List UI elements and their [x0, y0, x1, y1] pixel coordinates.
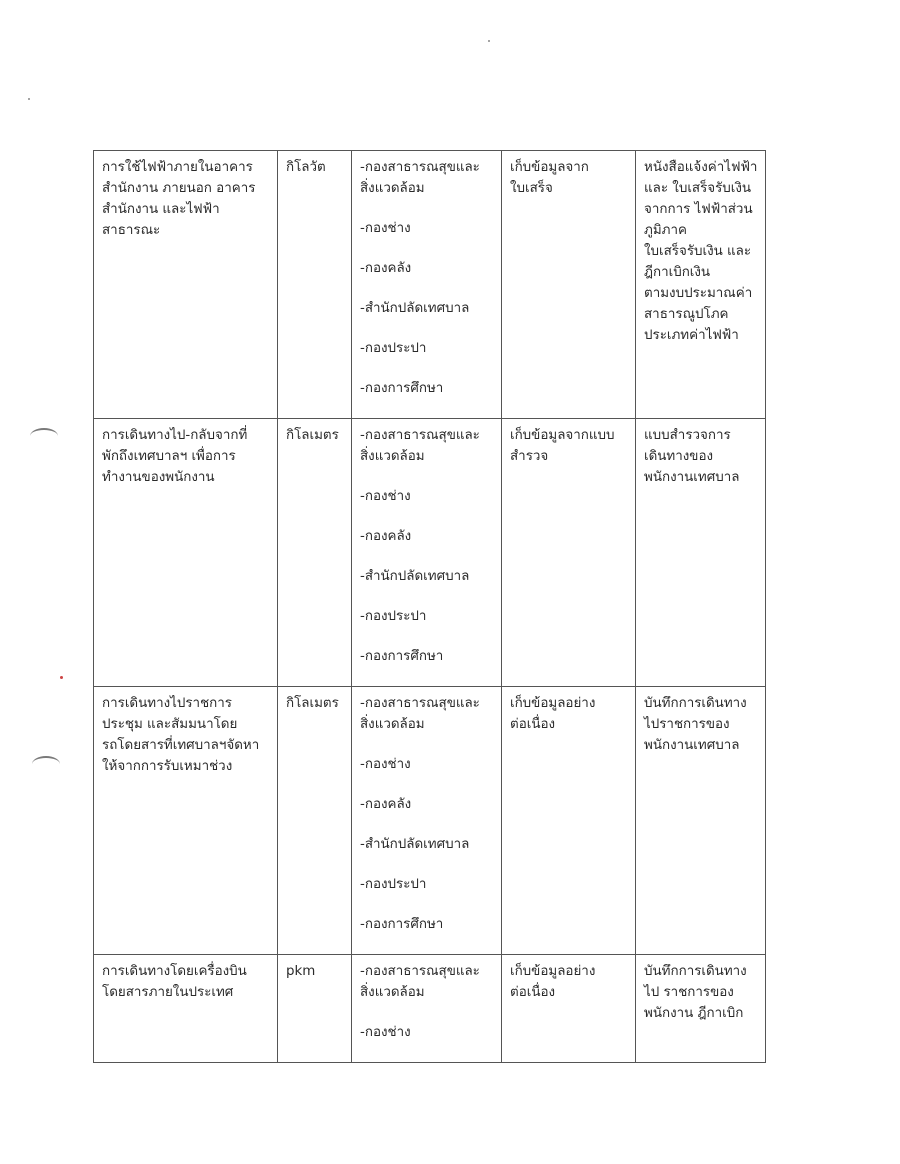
source-text: พนักงาน ฎีกาเบิก — [644, 1006, 744, 1021]
department-text: -กองสาธารณสุขและ สิ่งแวดล้อม — [360, 696, 480, 732]
table-row — [94, 419, 766, 687]
method-cell — [502, 955, 636, 1063]
method-text: สำรวจ — [510, 449, 549, 464]
department-text: -กองช่าง — [360, 489, 411, 504]
activity-text: ให้จากการรับเหมาช่วง — [102, 759, 233, 774]
source-text: บันทึกการเดินทาง — [644, 964, 747, 979]
department-text: -กองช่าง — [360, 1025, 411, 1040]
table-row — [94, 151, 766, 419]
department-text: -กองการศึกษา — [360, 917, 444, 932]
source-cell — [636, 955, 766, 1063]
table-row — [94, 687, 766, 955]
department-cell — [352, 419, 502, 687]
unit-cell — [278, 419, 352, 687]
method-text: เก็บข้อมูลจาก — [510, 160, 589, 175]
department-text: -กองคลัง — [360, 261, 412, 276]
unit-cell — [278, 151, 352, 419]
department-text: -สำนักปลัดเทศบาล — [360, 569, 470, 584]
department-text: -กองคลัง — [360, 529, 412, 544]
activity-text: การเดินทางไป-กลับจากที่ — [102, 428, 248, 443]
activity-text: สำนักงาน ภายนอก อาคาร — [102, 181, 256, 196]
activity-text: การเดินทางโดยเครื่องบิน — [102, 964, 247, 979]
scan-mark — [32, 756, 60, 772]
department-text: -กองการศึกษา — [360, 649, 444, 664]
activity-text: การใช้ไฟฟ้าภายในอาคาร — [102, 160, 253, 175]
source-text: ใบเสร็จรับเงิน และ — [644, 244, 752, 259]
method-text: เก็บข้อมูลจากแบบ — [510, 428, 615, 443]
method-text: ใบเสร็จ — [510, 181, 553, 196]
activity-text: ทำงานของพนักงาน — [102, 470, 215, 485]
activity-cell — [94, 687, 278, 955]
activity-text: พักถึงเทศบาลฯ เพื่อการ — [102, 449, 236, 464]
department-text: -กองช่าง — [360, 757, 411, 772]
source-text: พนักงานเทศบาล — [644, 738, 740, 753]
department-text: -กองประปา — [360, 341, 427, 356]
department-text: -สำนักปลัดเทศบาล — [360, 301, 470, 316]
activity-text: สาธารณะ — [102, 223, 161, 238]
source-text: จากการ ไฟฟ้าส่วน — [644, 202, 753, 217]
method-cell — [502, 687, 636, 955]
activity-cell — [94, 419, 278, 687]
department-text: -กองสาธารณสุขและ สิ่งแวดล้อม — [360, 428, 480, 464]
source-text: ประเภทค่าไฟฟ้า — [644, 328, 739, 343]
source-text: บันทึกการเดินทาง — [644, 696, 747, 711]
method-text: ต่อเนื่อง — [510, 985, 556, 1000]
source-cell — [636, 151, 766, 419]
department-text: -สำนักปลัดเทศบาล — [360, 837, 470, 852]
source-text: และ ใบเสร็จรับเงิน — [644, 181, 752, 196]
method-cell — [502, 151, 636, 419]
source-text: หนังสือแจ้งค่าไฟฟ้า — [644, 160, 758, 175]
department-text: -กองประปา — [360, 877, 427, 892]
scan-mark — [30, 428, 58, 444]
unit-cell — [278, 687, 352, 955]
scan-speck — [28, 98, 30, 100]
source-text: ตามงบประมาณค่า — [644, 286, 753, 301]
activity-cell — [94, 151, 278, 419]
scan-speck — [488, 40, 490, 42]
source-text: ฎีกาเบิกเงิน — [644, 265, 711, 280]
unit-text: กิโลวัต — [286, 160, 326, 175]
emissions-data-table — [93, 150, 766, 1063]
department-cell — [352, 955, 502, 1063]
source-text: เดินทางของ — [644, 449, 714, 464]
activity-text: โดยสารภายในประเทศ — [102, 985, 234, 1000]
department-text: -กองสาธารณสุขและ สิ่งแวดล้อม — [360, 964, 480, 1000]
method-text: เก็บข้อมูลอย่าง — [510, 696, 596, 711]
activity-text: สำนักงาน และไฟฟ้า — [102, 202, 220, 217]
source-cell — [636, 687, 766, 955]
department-cell — [352, 687, 502, 955]
unit-cell — [278, 955, 352, 1063]
source-text: สาธารณูปโภค — [644, 307, 729, 322]
source-cell — [636, 419, 766, 687]
source-text: ภูมิภาค — [644, 223, 687, 238]
unit-text: pkm — [286, 964, 316, 979]
source-text: พนักงานเทศบาล — [644, 470, 740, 485]
source-text: ไปราชการของ — [644, 717, 730, 732]
department-text: -กองสาธารณสุขและ สิ่งแวดล้อม — [360, 160, 480, 196]
department-cell — [352, 151, 502, 419]
source-text: ไป ราชการของ — [644, 985, 734, 1000]
table-row — [94, 955, 766, 1063]
activity-text: รถโดยสารที่เทศบาลฯจัดหา — [102, 738, 260, 753]
scan-speck — [60, 676, 63, 679]
activity-cell — [94, 955, 278, 1063]
department-text: -กองประปา — [360, 609, 427, 624]
unit-text: กิโลเมตร — [286, 696, 339, 711]
source-text: แบบสำรวจการ — [644, 428, 731, 443]
method-text: ต่อเนื่อง — [510, 717, 556, 732]
activity-text: ประชุม และสัมมนาโดย — [102, 717, 238, 732]
department-text: -กองช่าง — [360, 221, 411, 236]
activity-text: การเดินทางไปราชการ — [102, 696, 232, 711]
department-text: -กองการศึกษา — [360, 381, 444, 396]
unit-text: กิโลเมตร — [286, 428, 339, 443]
method-text: เก็บข้อมูลอย่าง — [510, 964, 596, 979]
department-text: -กองคลัง — [360, 797, 412, 812]
method-cell — [502, 419, 636, 687]
